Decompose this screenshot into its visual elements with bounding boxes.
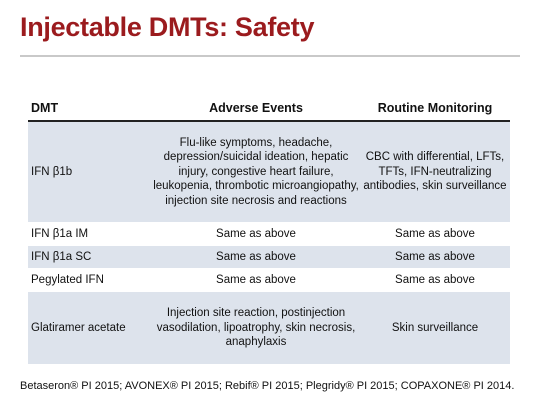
cell-adverse-events: Flu-like symptoms, headache, depression/suicidal ideation, hepatic injury, congestive heart failure, leukopenia, thrombotic microangiopathy, injection site necrosis and reactions bbox=[153, 136, 359, 207]
title-divider bbox=[20, 55, 520, 57]
header-routine-monitoring: Routine Monitoring bbox=[377, 100, 493, 115]
table-row bbox=[28, 122, 510, 223]
cell-monitoring: Skin surveillance bbox=[391, 321, 479, 334]
safety-table bbox=[28, 96, 510, 365]
table-header-row bbox=[28, 96, 510, 122]
cell-dmt: IFN β1b bbox=[31, 166, 73, 178]
table-row bbox=[28, 223, 510, 246]
cell-monitoring: Same as above bbox=[395, 227, 475, 240]
references-footnote: Betaseron® PI 2015; AVONEX® PI 2015; Rebif® PI 2015; Plegridy® PI 2015; COPAXONE® PI 2014. bbox=[20, 380, 515, 392]
cell-adverse-events: Same as above bbox=[216, 227, 296, 240]
cell-dmt: IFN β1a IM bbox=[31, 228, 89, 240]
cell-monitoring: Same as above bbox=[395, 250, 475, 263]
cell-dmt: IFN β1a SC bbox=[31, 251, 92, 263]
header-dmt: DMT bbox=[31, 101, 59, 115]
table-row bbox=[28, 292, 510, 365]
table-row bbox=[28, 269, 510, 292]
cell-dmt: Pegylated IFN bbox=[31, 274, 104, 286]
slide-title: Injectable DMTs: Safety bbox=[20, 12, 315, 42]
cell-adverse-events: Same as above bbox=[216, 250, 296, 263]
header-adverse-events: Adverse Events bbox=[209, 100, 303, 115]
table-row bbox=[28, 246, 510, 269]
cell-monitoring: Same as above bbox=[395, 273, 475, 286]
cell-monitoring: CBC with differential, LFTs, TFTs, IFN-neutralizing antibodies, skin surveillance bbox=[363, 151, 507, 193]
cell-dmt: Glatiramer acetate bbox=[31, 322, 126, 334]
cell-adverse-events: Injection site reaction, postinjection vasodilation, lipoatrophy, skin necrosis, anaphylaxis bbox=[156, 307, 356, 349]
cell-adverse-events: Same as above bbox=[216, 273, 296, 286]
